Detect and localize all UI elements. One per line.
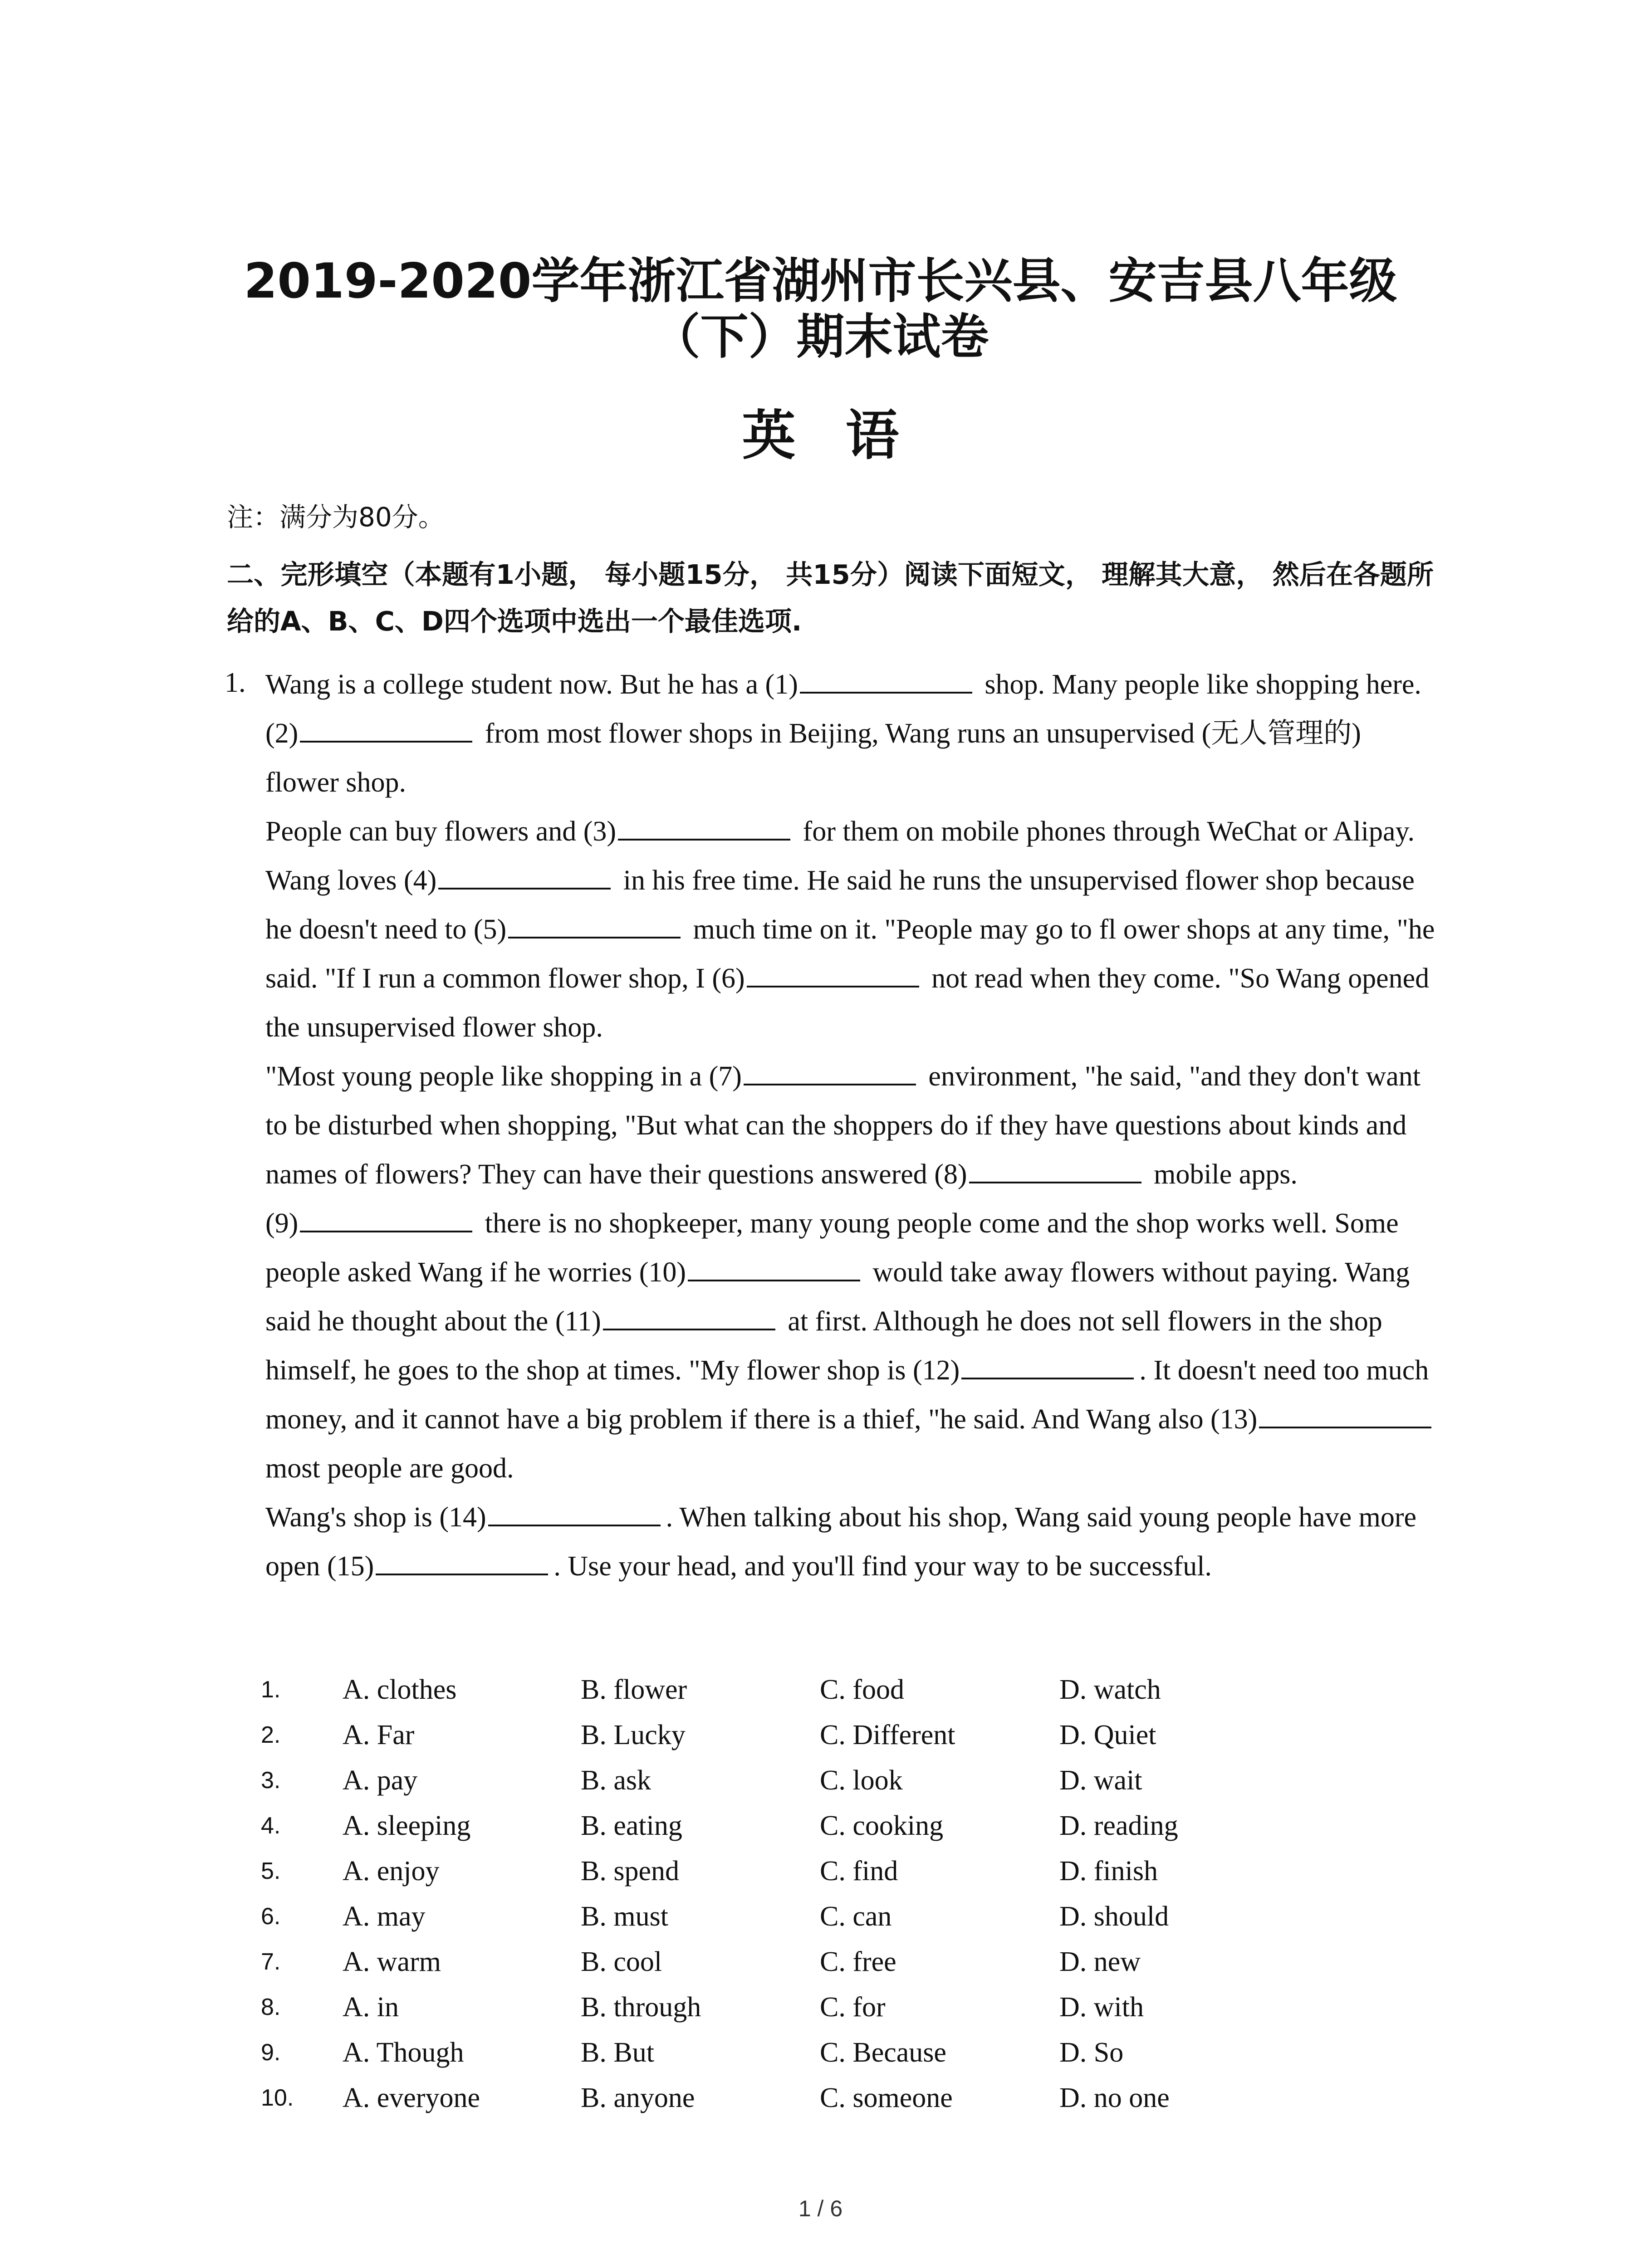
option-number: 3. [261, 1767, 281, 1794]
option-c[interactable]: C. Because [820, 2037, 946, 2068]
answer-blank-7[interactable] [744, 1083, 916, 1085]
passage-text: shop. Many people like shopping here. (2) [265, 669, 1421, 749]
option-row [261, 1848, 1440, 1894]
option-d[interactable]: D. So [1059, 2037, 1124, 2068]
option-number: 2. [261, 1722, 281, 1748]
passage-text: for them on mobile phones through WeChat or Alipay. [796, 816, 1415, 847]
answer-blank-10[interactable] [688, 1279, 860, 1281]
section-instruction: 二、完形填空（本题有1小题， 每小题15分， 共15分）阅读下面短文， 理解其大意， 然后在各题所给的A、B、C、D四个选项中选出一个最佳选项. [227, 559, 1434, 637]
option-row [261, 1939, 1440, 1984]
option-row [261, 2030, 1440, 2075]
answer-blank-5[interactable] [508, 936, 681, 938]
option-d[interactable]: D. no one [1059, 2082, 1170, 2113]
passage-paragraph [265, 856, 1440, 1052]
option-c[interactable]: C. someone [820, 2082, 953, 2113]
passage-text: . Use your head, and you'll find your way to be successful. [554, 1551, 1212, 1582]
option-b[interactable]: B. eating [581, 1810, 682, 1841]
option-c[interactable]: C. can [820, 1901, 892, 1932]
option-b[interactable]: B. But [581, 2037, 654, 2068]
option-row [261, 1712, 1440, 1758]
option-row [261, 2075, 1440, 2121]
passage-text: in his free time. He said he runs the unsupervised flower shop because he doesn't need to (5) [265, 865, 1415, 945]
option-number: 6. [261, 1903, 281, 1930]
passage-text: . It doesn't need too much money, and it cannot have a big problem if there is a thief, "he said. And Wang also (13) [265, 1355, 1429, 1435]
passage-text: not read when they come. "So Wang opened the unsupervised flower shop. [265, 963, 1430, 1043]
answer-blank-11[interactable] [603, 1328, 775, 1330]
passage-text: . When talking about his shop, Wang said young people have more open (15) [265, 1502, 1417, 1582]
option-c[interactable]: C. cooking [820, 1810, 944, 1841]
option-a[interactable]: A. clothes [343, 1674, 457, 1705]
option-b[interactable]: B. must [581, 1901, 668, 1932]
option-b[interactable]: B. cool [581, 1946, 662, 1977]
option-number: 4. [261, 1813, 281, 1839]
option-row [261, 1894, 1440, 1939]
option-number: 9. [261, 2039, 281, 2066]
passage-text: "Most young people like shopping in a (7) [265, 1061, 742, 1092]
option-number: 7. [261, 1949, 281, 1975]
passage-text: Wang loves (4) [265, 865, 437, 896]
passage-paragraph [265, 1199, 1440, 1493]
option-d[interactable]: D. new [1059, 1946, 1141, 1977]
passage-paragraph [265, 1493, 1440, 1591]
answer-blank-4[interactable] [438, 887, 611, 890]
page-number: 1 / 6 [798, 2196, 843, 2221]
option-a[interactable]: A. Though [343, 2037, 464, 2068]
passage-text: from most flower shops in Beijing, Wang runs an unsupervised (无人管理的) flower shop. [265, 718, 1361, 798]
option-d[interactable]: D. Quiet [1059, 1720, 1156, 1750]
option-c[interactable]: C. food [820, 1674, 904, 1705]
passage-paragraph [265, 1052, 1440, 1199]
passage-text: environment, "he said, "and they don't want to be disturbed when shopping, "But what can the shoppers do if they have questions about kinds and names of flowers? They can have their questions answered (8) [265, 1061, 1421, 1190]
option-number: 8. [261, 1994, 281, 2020]
option-a[interactable]: A. sleeping [343, 1810, 471, 1841]
question-number: 1. [225, 667, 246, 698]
option-c[interactable]: C. free [820, 1946, 896, 1977]
option-b[interactable]: B. spend [581, 1856, 679, 1887]
option-b[interactable]: B. flower [581, 1674, 687, 1705]
score-note: 注：满分为80分。 [227, 502, 445, 533]
exam-title-line-2: （下）期末试卷 [652, 309, 989, 365]
option-d[interactable]: D. wait [1059, 1765, 1142, 1796]
subject-heading: 英语 [742, 404, 949, 467]
passage-paragraph [265, 807, 1440, 856]
answer-blank-14[interactable] [488, 1524, 661, 1526]
passage-text: most people are good. [265, 1453, 514, 1484]
option-b[interactable]: B. through [581, 1992, 701, 2023]
option-row [261, 1758, 1440, 1803]
answer-blank-1[interactable] [800, 691, 972, 694]
option-a[interactable]: A. everyone [343, 2082, 480, 2113]
option-c[interactable]: C. Different [820, 1720, 955, 1750]
option-c[interactable]: C. for [820, 1992, 886, 2023]
answer-blank-8[interactable] [969, 1181, 1141, 1183]
option-a[interactable]: A. enjoy [343, 1856, 440, 1887]
option-c[interactable]: C. look [820, 1765, 903, 1796]
passage-text: (9) [265, 1208, 299, 1239]
answer-blank-6[interactable] [747, 985, 919, 987]
option-d[interactable]: D. should [1059, 1901, 1169, 1932]
option-row [261, 1984, 1440, 2030]
passage-text: at first. Although he does not sell flowers in the shop himself, he goes to the shop at times. "My flower shop is (12) [265, 1306, 1382, 1386]
option-a[interactable]: A. pay [343, 1765, 418, 1796]
answer-blank-13[interactable] [1259, 1426, 1431, 1428]
answer-blank-12[interactable] [961, 1377, 1134, 1379]
answer-blank-15[interactable] [376, 1573, 548, 1575]
option-d[interactable]: D. with [1059, 1992, 1144, 2023]
option-b[interactable]: B. ask [581, 1765, 651, 1796]
option-b[interactable]: B. Lucky [581, 1720, 686, 1750]
passage-text: there is no shopkeeper, many young people come and the shop works well. Some people asked Wang if he worries (10) [265, 1208, 1399, 1288]
passage-text: would take away flowers without paying. Wang said he thought about the (11) [265, 1257, 1410, 1337]
option-b[interactable]: B. anyone [581, 2082, 695, 2113]
answer-blank-3[interactable] [618, 838, 790, 841]
answer-options [261, 1667, 1440, 2121]
answer-blank-9[interactable] [300, 1230, 472, 1232]
exam-title-line-1: 2019-2020学年浙江省湖州市长兴县、安吉县八年级 [244, 253, 1397, 309]
option-d[interactable]: D. reading [1059, 1810, 1178, 1841]
option-c[interactable]: C. find [820, 1856, 898, 1887]
option-d[interactable]: D. watch [1059, 1674, 1161, 1705]
option-a[interactable]: A. in [343, 1992, 399, 2023]
option-number: 5. [261, 1858, 281, 1884]
passage-text: People can buy flowers and (3) [265, 816, 617, 847]
option-row [261, 1667, 1440, 1712]
passage-text: Wang's shop is (14) [265, 1502, 486, 1533]
option-a[interactable]: A. may [343, 1901, 426, 1932]
option-number: 1. [261, 1677, 281, 1703]
option-a[interactable]: A. warm [343, 1946, 441, 1977]
option-number: 10. [261, 2085, 294, 2111]
passage-text: much time on it. "People may go to fl ower shops at any time, "he said. "If I run a common flower shop, I (6) [265, 914, 1435, 994]
answer-blank-2[interactable] [300, 740, 472, 743]
cloze-passage [265, 660, 1440, 1591]
option-row [261, 1803, 1440, 1848]
option-a[interactable]: A. Far [343, 1720, 415, 1750]
passage-paragraph [265, 660, 1440, 807]
passage-text: Wang is a college student now. But he has a (1) [265, 669, 798, 700]
passage-text: mobile apps. [1146, 1159, 1298, 1190]
option-d[interactable]: D. finish [1059, 1856, 1158, 1887]
